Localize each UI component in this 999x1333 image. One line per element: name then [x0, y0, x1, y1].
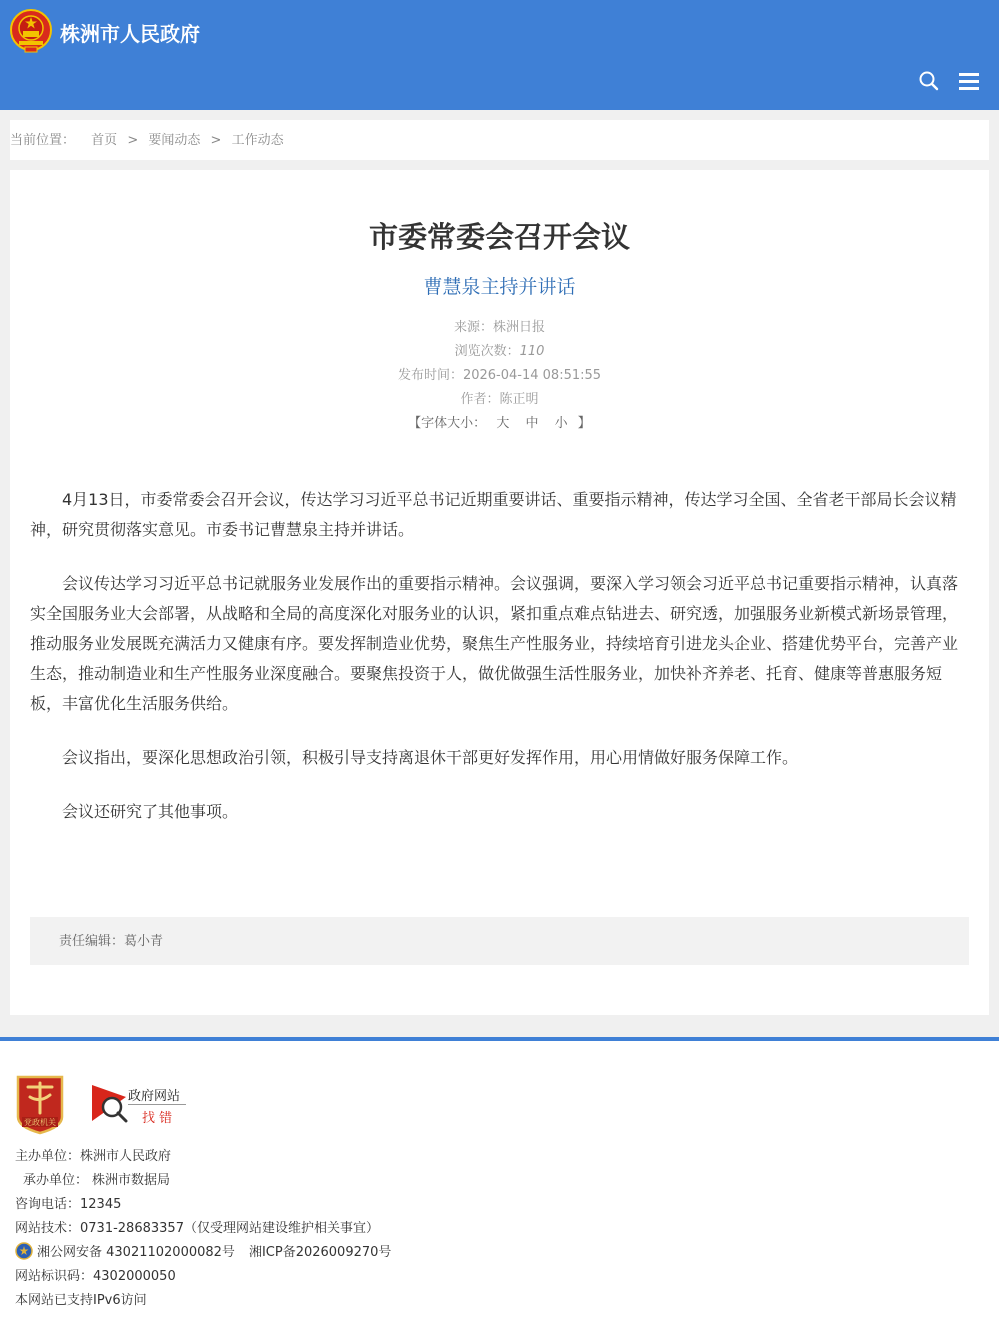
article-paragraph: 会议指出，要深化思想政治引领，积极引导支持离退休干部更好发挥作用，用心用情做好服务保障工作。: [62, 748, 799, 767]
footer-ipv6: 本网站已支持IPv6访问: [15, 1293, 147, 1308]
font-size-small[interactable]: 小: [554, 416, 568, 431]
site-id-label: 网站标识码：: [15, 1269, 94, 1284]
footer-host: [15, 1145, 391, 1169]
error-report-icon: [90, 1081, 130, 1127]
site-name[interactable]: 株洲市人民政府: [60, 22, 200, 46]
breadcrumb-home[interactable]: 首页: [91, 133, 118, 148]
organizer-value: 株洲市数据局: [92, 1173, 171, 1188]
phone-value: 12345: [80, 1197, 122, 1212]
national-emblem-icon[interactable]: [10, 9, 52, 53]
font-size-label: 【字体大小：: [408, 416, 487, 431]
search-icon[interactable]: [918, 70, 940, 92]
article-subtitle: 曹慧泉主持并讲话: [423, 276, 576, 298]
font-size-medium[interactable]: 中: [525, 416, 539, 431]
site-id-value: 4302000050: [93, 1269, 176, 1284]
tech-label: 网站技术：: [15, 1221, 81, 1236]
views-count: 110: [519, 344, 545, 359]
organizer-label: 承办单位：: [23, 1173, 89, 1188]
host-value: 株洲市人民政府: [80, 1149, 172, 1164]
article-author: [10, 388, 989, 407]
police-badge-icon: [15, 1242, 33, 1260]
footer-records: [15, 1241, 391, 1265]
error-report-line2: 找 错: [142, 1111, 173, 1126]
editor-name: 葛小青: [124, 934, 164, 949]
host-label: 主办单位：: [15, 1149, 81, 1164]
breadcrumb: [10, 120, 989, 160]
article-published: [10, 364, 989, 383]
footer-tech: [15, 1217, 391, 1241]
breadcrumb-separator: >: [210, 133, 222, 148]
footer-organizer: [15, 1169, 391, 1193]
article: [10, 170, 989, 1015]
published-label: 发布时间：: [397, 368, 463, 383]
editor-line: [59, 934, 163, 949]
breadcrumb-work-news[interactable]: 工作动态: [231, 133, 284, 148]
article-paragraph: 会议传达学习习近平总书记就服务业发展作出的重要指示精神。会议强调，要深入学习领会习近平总书记重要指示精神，认真落实全国服务业大会部署，从战略和全局的高度深化对服务业的认识，紧扣重点难点钻进去、研究透，加强服务业新模式新场景管理，推动服务业发展既充满活力又健康有序。要发挥制造业优势，聚焦生产性服务业，持续培育引进龙头企业、搭建优势平台，完善产业生态，推动制造业和生产性服务业深度融合。要聚焦投资于人，做优做强生活性服务业，加快补齐养老、托育、健康等普惠服务短板，丰富优化生活服务供给。: [30, 574, 959, 713]
gov-site-error-report[interactable]: [90, 1081, 190, 1127]
police-record-link[interactable]: 湘公网安备 43021102000082号: [37, 1245, 235, 1260]
tech-value: 0731-28683357（仅受理网站建设维护相关事宜）: [80, 1221, 379, 1236]
footer-info: [15, 1145, 391, 1313]
font-size-large[interactable]: 大: [496, 416, 510, 431]
site-header: [0, 0, 999, 110]
author-label: 作者：: [460, 392, 500, 407]
footer-phone: [15, 1193, 391, 1217]
published-value: 2026-04-14 08:51:55: [462, 368, 602, 383]
source-label: 来源：: [453, 320, 493, 335]
views-label: 浏览次数：: [454, 344, 520, 359]
error-report-line1: 政府网站: [128, 1089, 181, 1104]
article-body: [30, 485, 970, 851]
article-paragraph: 4月13日，市委常委会召开会议，传达学习习近平总书记近期重要讲话、重要指示精神，传达学习全国、全省老干部局长会议精神，研究贯彻落实意见。市委书记曹慧泉主持并讲话。: [30, 490, 957, 539]
icp-record-link[interactable]: 湘ICP备2026009270号: [248, 1245, 392, 1260]
site-footer: [0, 1037, 999, 1333]
font-size-close: 】: [577, 416, 591, 431]
editor-box: [30, 917, 969, 965]
font-size-control: [10, 412, 989, 431]
party-government-badge-icon[interactable]: [14, 1073, 66, 1135]
article-title: 市委常委会召开会议: [368, 220, 630, 254]
footer-site-id: [15, 1265, 391, 1289]
menu-icon[interactable]: [958, 71, 980, 91]
breadcrumb-news[interactable]: 要闻动态: [148, 133, 201, 148]
editor-label: 责任编辑：: [59, 934, 125, 949]
article-source: [10, 316, 989, 335]
article-views: [10, 340, 989, 359]
breadcrumb-label: 当前位置：: [10, 133, 76, 148]
party-badge-text: 党政机关: [24, 1118, 56, 1127]
source-value: 株洲日报: [493, 320, 546, 335]
phone-label: 咨询电话：: [15, 1197, 81, 1212]
article-paragraph: 会议还研究了其他事项。: [62, 802, 239, 821]
author-value: 陈正明: [499, 392, 539, 407]
breadcrumb-separator: >: [127, 133, 139, 148]
